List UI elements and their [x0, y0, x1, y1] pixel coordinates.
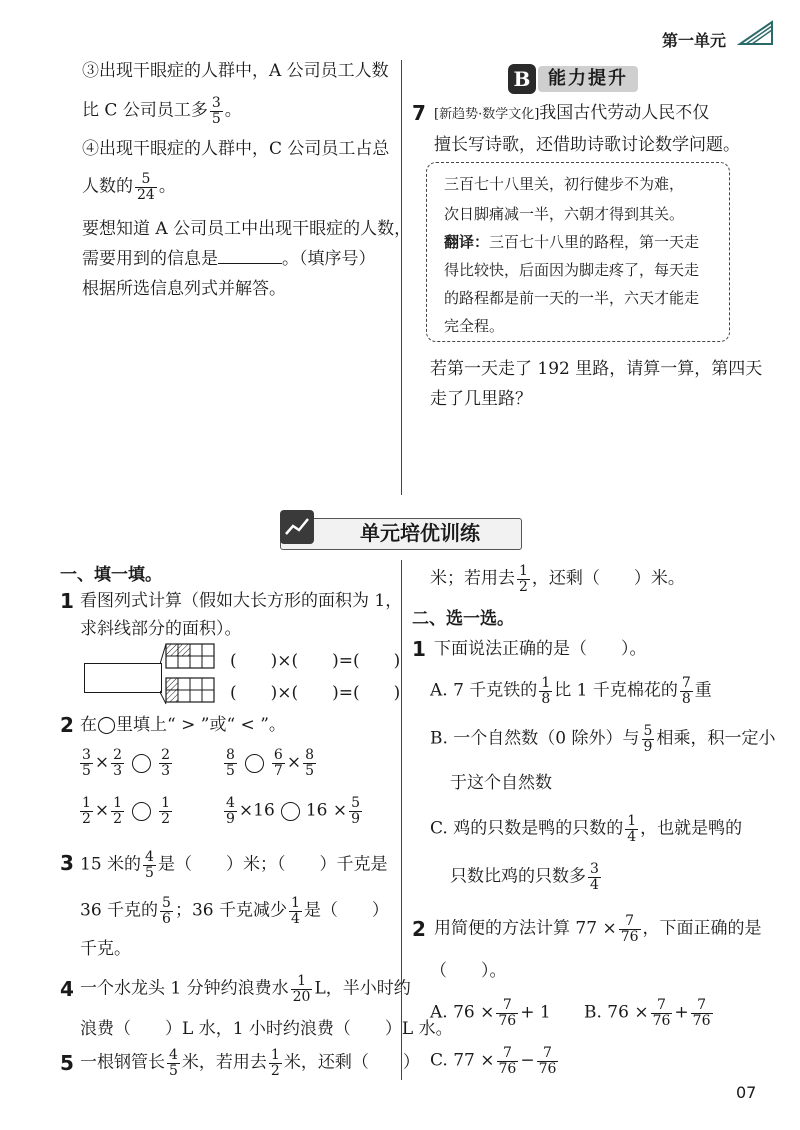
fill-q3-line2: 36 千克的 $\frac{5}{6}$ ；36 千克减少 $\frac{1}{4}$ 是（ ） [80, 895, 389, 927]
fill-q3-line3: 千克。 [80, 939, 131, 959]
fill-q5-continuation: 米；若用去 $\frac{1}{2}$ ，还剩（ ）米。 [430, 563, 685, 595]
compare-circle[interactable] [281, 802, 300, 821]
option-c[interactable]: C. 鸡的只数是鸭的只数的 $\frac{1}{4}$ ，也就是鸭的 [430, 813, 743, 845]
equation-row-1[interactable]: ( )×( )=( ) [230, 651, 401, 671]
question-number: 1 [60, 589, 74, 613]
option-a[interactable]: A. 76 × $\frac{7}{76}$ + 1 [430, 997, 551, 1029]
translation-line-1: 翻译：三百七十八里的路程，第一天走 [444, 233, 700, 251]
fill-q2-text: 在◯里填上“ > ”或“ < ”。 [80, 715, 286, 735]
grid-figure [160, 638, 226, 708]
section-b-badge [508, 64, 640, 94]
choose-q2-text: 用简便的方法计算 77 × $\frac{7}{76}$ ，下面正确的是 [434, 913, 762, 945]
unit-training-banner [280, 510, 520, 550]
question-number: 2 [60, 713, 74, 737]
question-number: 1 [412, 637, 426, 661]
page-number: 07 [736, 1083, 757, 1102]
question-number: 2 [412, 917, 426, 941]
poem-line-2: 次日脚痛减一半，六朝才得到其关。 [444, 205, 685, 223]
question-line-1: 要想知道 A 公司员工中出现干眼症的人数， [82, 219, 412, 239]
translation-line-3: 的路程都是前一天的一半，六天才能走 [444, 289, 700, 307]
translation-line-2: 得比较快，后面因为脚走疼了，每天走 [444, 261, 700, 279]
trend-chart-icon [280, 510, 314, 544]
fill-q4-line1: 一个水龙头 1 分钟约浪费水 $\frac{1}{20}$ L，半小时约 [80, 973, 411, 1005]
badge-letter: B [508, 64, 536, 94]
question-number: 5 [60, 1051, 74, 1075]
big-rectangle [84, 663, 162, 693]
question-line-2: 需要用到的信息是 。（填序号） [82, 249, 376, 269]
item-3-line2: 比 C 公司员工多 $\frac{3}{5}$ 。 [82, 95, 242, 127]
compare-row-b: $\frac{8}{5}$ $\frac{6}{7}$ × $\frac{8}{5}$ [226, 747, 315, 779]
fill-q3-line1: 15 米的 $\frac{4}{5}$ 是（ ）米；（ ）千克是 [80, 849, 388, 881]
fill-q4-line2: 浪费（ ）L 水，1 小时约浪费（ ）L 水。 [80, 1019, 453, 1039]
item-4-line2: 人数的 $\frac{5}{24}$ 。 [82, 171, 176, 203]
option-b[interactable]: B. 76 × $\frac{7}{76}$ + $\frac{7}{76}$ [584, 997, 711, 1029]
fill-q1-line1: 看图列式计算（假如大长方形的面积为 1， [80, 591, 403, 611]
equation-row-2[interactable]: ( )×( )=( ) [230, 683, 401, 703]
translation-line-4: 完全程。 [444, 317, 505, 335]
section-title: 能力提升 [538, 66, 638, 92]
question-number: 3 [60, 851, 74, 875]
choose-q1-text: 下面说法正确的是（ ）。 [434, 639, 647, 659]
question-number: 4 [60, 977, 74, 1001]
choose-q2-paren: （ ）。 [430, 961, 507, 981]
item-4-text: ④出现干眼症的人群中，C 公司员工占总 [82, 139, 390, 159]
choose-heading: 二、选一选。 [412, 609, 514, 629]
q7-ask-line1: 若第一天走了 192 里路，请算一算，第四天 [430, 359, 763, 379]
fill-q1-line2: 求斜线部分的面积）。 [80, 619, 242, 639]
q7-ask-line2: 走了几里路？ [430, 389, 532, 409]
fill-q5-line1: 一根钢管长 $\frac{4}{5}$ 米，若用去 $\frac{1}{2}$ 米，还剩（ ） [80, 1047, 420, 1079]
answer-blank[interactable] [218, 263, 282, 264]
compare-row-a: $\frac{3}{5}$ × $\frac{2}{3}$ $\frac{2}{3}$ [82, 747, 171, 779]
column-divider-top [401, 60, 402, 495]
option-b-line2: 于这个自然数 [450, 773, 552, 793]
unit-training-title: 单元培优训练 [360, 521, 480, 545]
pencil-ruler-icon [736, 18, 776, 48]
option-c-line2: 只数比鸡的只数多 $\frac{3}{4}$ [450, 861, 599, 893]
compare-circle[interactable] [132, 802, 151, 821]
q7-line2: 擅长写诗歌，还借助诗歌讨论数学问题。 [434, 135, 740, 155]
q7-line1: [新趋势·数学文化]我国古代劳动人民不仅 [434, 103, 710, 123]
poem-line-1: 三百七十八里关，初行健步不为难， [444, 175, 685, 193]
compare-circle[interactable] [132, 754, 151, 773]
compare-row-c: $\frac{1}{2}$ × $\frac{1}{2}$ $\frac{1}{2}$ [82, 795, 171, 827]
question-line-3: 根据所选信息列式并解答。 [82, 279, 286, 299]
question-number: 7 [412, 101, 426, 125]
compare-row-d: $\frac{4}{9}$ ×16 16 × $\frac{5}{9}$ [226, 795, 361, 827]
option-b[interactable]: B. 一个自然数（0 除外）与 $\frac{5}{9}$ 相乘，积一定小 [430, 723, 776, 755]
compare-circle[interactable] [245, 754, 264, 773]
fill-heading: 一、填一填。 [60, 565, 162, 585]
option-a[interactable]: A. 7 千克铁的 $\frac{1}{8}$ 比 1 千克棉花的 $\frac{7}{8}$ 重 [430, 675, 712, 707]
item-3-text: ③出现干眼症的人群中，A 公司员工人数 [82, 61, 389, 81]
fraction: $\frac{3}{5}$ [211, 95, 221, 127]
fraction: $\frac{5}{24}$ [137, 171, 155, 203]
unit-title: 第一单元 [662, 31, 727, 50]
option-c[interactable]: C. 77 × $\frac{7}{76}$ − $\frac{7}{76}$ [430, 1045, 557, 1077]
